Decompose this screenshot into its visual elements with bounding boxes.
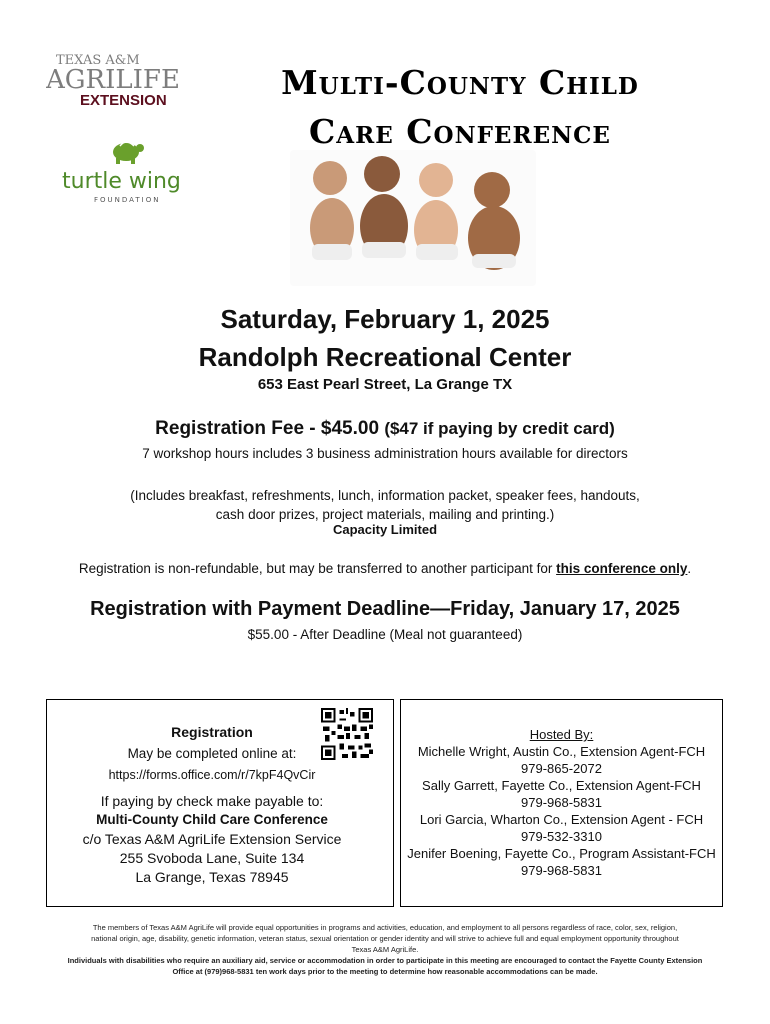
workshop-hours: 7 workshop hours includes 3 business administration hours available for directors <box>142 446 628 461</box>
refund-emphasis: this conference only <box>556 561 688 576</box>
conference-title <box>190 58 730 156</box>
mailing-street: 255 Svoboda Lane, Suite 134 <box>119 850 305 866</box>
registration-title: Registration <box>171 724 253 740</box>
hosts-list <box>401 726 722 879</box>
babies-photo <box>290 150 536 286</box>
mailing-city: La Grange, Texas 78945 <box>135 869 289 885</box>
agrilife-extension-logo <box>46 50 196 110</box>
check-payable-note: If paying by check make payable to: <box>100 793 324 809</box>
title-line2: Care Conference <box>309 112 611 151</box>
host-line: 979-532-3310 <box>521 829 602 844</box>
agrilife-logo-line1: TEXAS A&M <box>56 53 140 68</box>
footer-line3: Texas A&M AgriLife. <box>351 945 419 954</box>
mailing-co: c/o Texas A&M AgriLife Extension Service <box>82 831 342 847</box>
title-line1: Multi-County Child <box>281 63 639 102</box>
registration-box <box>46 699 394 907</box>
registration-url-link[interactable]: https://forms.office.com/r/7kpF4QvCir <box>108 768 316 782</box>
fee-includes-line1: (Includes breakfast, refreshments, lunch, information packet, speaker fees, handouts, <box>130 488 640 503</box>
after-deadline-fee: $55.00 - After Deadline (Meal not guaranteed) <box>247 627 523 642</box>
event-date: Saturday, February 1, 2025 <box>220 304 550 334</box>
turtle-wing-sub: FOUNDATION <box>94 196 161 204</box>
refund-end: . <box>687 561 692 576</box>
fee-includes <box>0 486 770 524</box>
turtle-icon <box>113 142 144 164</box>
turtle-wing-foundation-logo <box>60 138 190 206</box>
host-line: 979-968-5831 <box>521 863 602 878</box>
footer-line5: Office at (979)968-5831 ten work days prior to the meeting to determine how reasonable accommodations can be made. <box>172 967 598 976</box>
hosted-by-box <box>400 699 723 907</box>
event-venue: Randolph Recreational Center <box>198 342 572 372</box>
payment-deadline: Registration with Payment Deadline—Friday, January 17, 2025 <box>90 598 680 620</box>
baby-figure <box>468 172 520 270</box>
footer-line4: Individuals with disabilities who require an auxiliary aid, service or accommodation in order to participate in this meeting are encouraged to contact the Fayette County Extension <box>67 956 703 965</box>
baby-figure <box>310 161 354 260</box>
fee-includes-line2: cash door prizes, project materials, mailing and printing.) <box>215 507 555 522</box>
footer-line2: national origin, age, disability, genetic information, veteran status, sexual orientation or gender identity and will strive to achieve full and equal employment opportunity throughout <box>91 934 679 943</box>
agrilife-logo-line2: AGRILIFE <box>46 65 180 95</box>
fee-credit: ($47 if paying by credit card) <box>384 419 615 438</box>
host-line: Jenifer Boening, Fayette Co., Program Assistant-FCH <box>407 846 716 861</box>
refund-text: Registration is non-refundable, but may be transferred to another participant for <box>78 561 557 576</box>
hosted-by-label: Hosted By: <box>529 727 594 742</box>
agrilife-logo-line3: EXTENSION <box>80 92 167 109</box>
registration-online-note: May be completed online at: <box>127 746 297 761</box>
check-payee: Multi-County Child Care Conference <box>96 812 328 827</box>
turtle-wing-name: turtle wing <box>62 169 181 194</box>
refund-policy <box>0 561 770 576</box>
baby-figure <box>414 163 458 260</box>
host-line: Sally Garrett, Fayette Co., Extension Agent-FCH <box>422 778 701 793</box>
host-line: 979-865-2072 <box>521 761 602 776</box>
host-line: 979-968-5831 <box>521 795 602 810</box>
capacity-note: Capacity Limited <box>332 522 438 537</box>
host-line: Lori Garcia, Wharton Co., Extension Agent - FCH <box>419 812 704 827</box>
fee-main: Registration Fee - $45.00 <box>155 418 380 439</box>
equal-opportunity-footer <box>40 922 730 977</box>
baby-figure <box>360 156 408 258</box>
host-line: Michelle Wright, Austin Co., Extension Agent-FCH <box>417 744 706 759</box>
event-address: 653 East Pearl Street, La Grange TX <box>257 376 513 393</box>
footer-line1: The members of Texas A&M AgriLife will provide equal opportunities in programs and activities, education, and employment to all persons regardless of race, color, sex, religion, <box>92 923 678 932</box>
registration-fee <box>0 418 770 440</box>
